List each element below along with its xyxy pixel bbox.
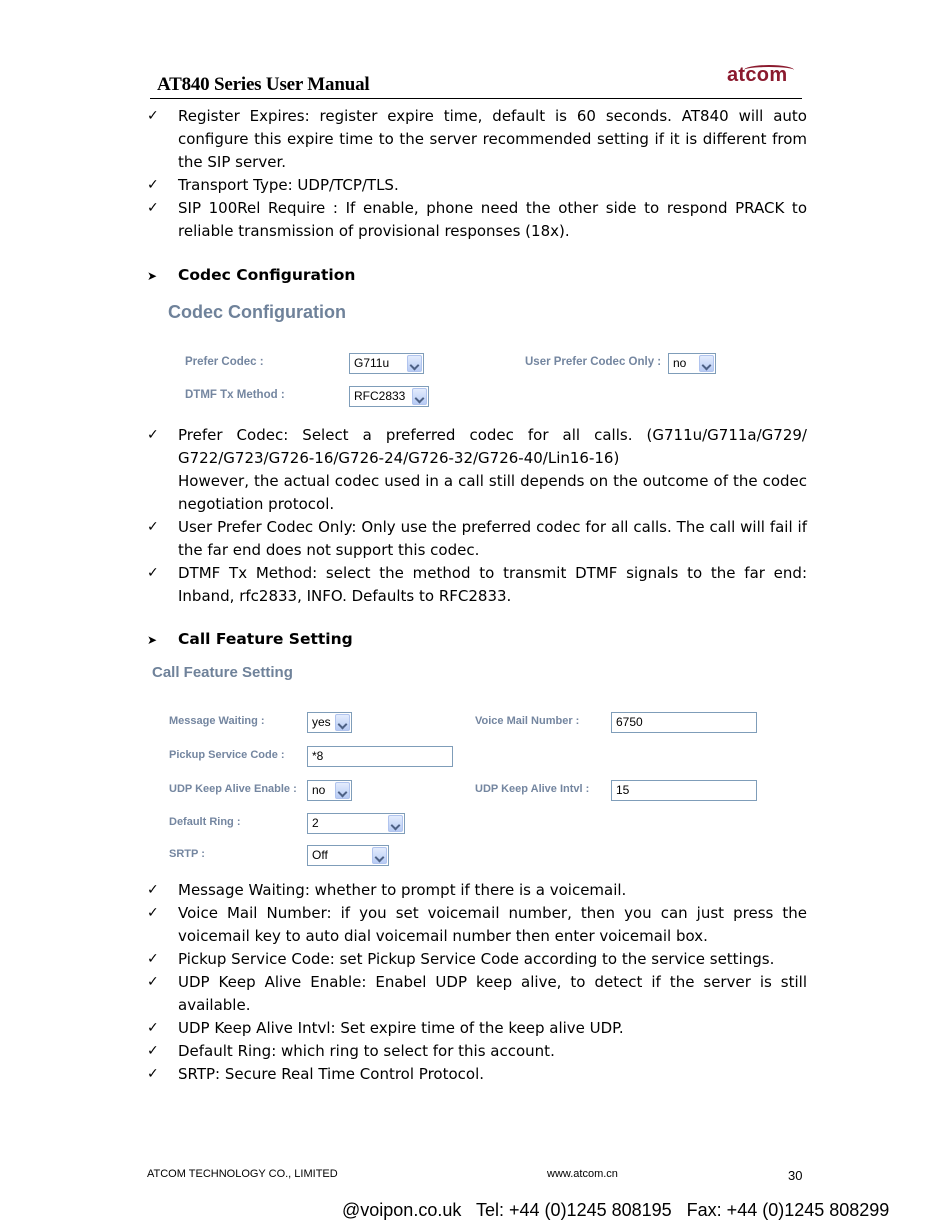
- prefer-codec-select[interactable]: G711u: [349, 353, 424, 374]
- list-item: ✓ SRTP: Secure Real Time Control Protocol.: [147, 1063, 807, 1086]
- list-item: ✓ Pickup Service Code: set Pickup Service Code according to the service settings.: [147, 948, 807, 971]
- page-header-title: AT840 Series User Manual: [157, 74, 370, 95]
- footer-website: www.atcom.cn: [547, 1168, 618, 1180]
- chevron-down-icon[interactable]: [407, 355, 422, 372]
- udp-keepalive-enable-select[interactable]: no: [307, 780, 352, 801]
- checkmark-icon: ✓: [147, 427, 159, 443]
- checkmark-icon: ✓: [147, 1066, 159, 1082]
- page-number: 30: [788, 1168, 803, 1183]
- call-feature-description-list: [147, 879, 807, 1086]
- call-feature-panel-title: Call Feature Setting: [152, 664, 293, 681]
- pickup-service-code-input[interactable]: *8: [307, 746, 453, 767]
- srtp-label: SRTP :: [169, 848, 205, 860]
- udp-keepalive-enable-label: UDP Keep Alive Enable :: [169, 783, 297, 795]
- udp-keepalive-intvl-input[interactable]: 15: [611, 780, 757, 801]
- checkmark-icon: ✓: [147, 565, 159, 581]
- chevron-down-icon[interactable]: [388, 815, 403, 832]
- checkmark-icon: ✓: [147, 519, 159, 535]
- list-item: ✓ User Prefer Codec Only: Only use the preferred codec for all calls. The call will fail if the far end does not support this codec.: [147, 518, 807, 559]
- chevron-down-icon[interactable]: [699, 355, 714, 372]
- checkmark-icon: ✓: [147, 951, 159, 967]
- arrow-bullet-icon: ➤: [147, 633, 158, 647]
- list-item: ✓ Register Expires: register expire time, default is 60 seconds. AT840 will auto configure this expire time to the server recommended setting if it is different from the SIP server.: [147, 107, 807, 171]
- chevron-down-icon[interactable]: [372, 847, 387, 864]
- voicemail-number-label: Voice Mail Number :: [475, 715, 580, 727]
- list-item: ✓ Default Ring: which ring to select for this account.: [147, 1040, 807, 1063]
- checkmark-icon: ✓: [147, 1020, 159, 1036]
- brand-logo: atcom: [727, 64, 788, 86]
- list-item: ✓ SIP 100Rel Require : If enable, phone need the other side to respond PRACK to reliable transmission of provisional responses (18x).: [147, 199, 807, 240]
- codec-description-list: [147, 424, 807, 608]
- arrow-bullet-icon: ➤: [147, 269, 158, 283]
- codec-panel-title: Codec Configuration: [168, 302, 346, 322]
- dtmf-tx-method-label: DTMF Tx Method :: [185, 389, 285, 401]
- list-item: ✓ Voice Mail Number: if you set voicemail number, then you can just press the voicemail key to auto dial voicemail number then enter voicemail box.: [147, 904, 807, 945]
- default-ring-label: Default Ring :: [169, 816, 241, 828]
- pickup-service-code-label: Pickup Service Code :: [169, 749, 285, 761]
- srtp-select[interactable]: Off: [307, 845, 389, 866]
- call-feature-section-heading: ➤ Call Feature Setting: [147, 628, 353, 652]
- voicemail-number-input[interactable]: 6750: [611, 712, 757, 733]
- prefer-codec-label: Prefer Codec :: [185, 356, 264, 368]
- list-item: ✓ Prefer Codec: Select a preferred codec for all calls. (G711u/G711a/G729/ G722/G723/G726-16/G726-24/G726-32/G726-40/Lin16-16) However, the actual codec used in a call still depends on the outcome of the codec negotiation protocol.: [147, 426, 807, 513]
- list-item: ✓ Transport Type: UDP/TCP/TLS.: [147, 174, 807, 197]
- list-item: ✓ UDP Keep Alive Enable: Enabel UDP keep alive, to detect if the server is still available.: [147, 973, 807, 1014]
- checkmark-icon: ✓: [147, 905, 159, 921]
- sip-settings-list: [147, 105, 807, 243]
- footer-company: ATCOM TECHNOLOGY CO., LIMITED: [147, 1168, 338, 1180]
- message-waiting-label: Message Waiting :: [169, 715, 265, 727]
- checkmark-icon: ✓: [147, 882, 159, 898]
- checkmark-icon: ✓: [147, 1043, 159, 1059]
- dtmf-tx-method-select[interactable]: RFC2833: [349, 386, 429, 407]
- user-prefer-codec-only-select[interactable]: no: [668, 353, 716, 374]
- chevron-down-icon[interactable]: [335, 782, 350, 799]
- message-waiting-select[interactable]: yes: [307, 712, 352, 733]
- checkmark-icon: ✓: [147, 200, 159, 216]
- chevron-down-icon[interactable]: [412, 388, 427, 405]
- list-item: ✓ DTMF Tx Method: select the method to transmit DTMF signals to the far end: Inband, rfc2833, INFO. Defaults to RFC2833.: [147, 564, 807, 605]
- user-prefer-codec-only-label: User Prefer Codec Only :: [525, 356, 662, 368]
- checkmark-icon: ✓: [147, 177, 159, 193]
- checkmark-icon: ✓: [147, 108, 159, 124]
- udp-keepalive-intvl-label: UDP Keep Alive Intvl :: [475, 783, 590, 795]
- list-item: ✓ UDP Keep Alive Intvl: Set expire time of the keep alive UDP.: [147, 1017, 807, 1040]
- header-rule: [150, 98, 802, 99]
- chevron-down-icon[interactable]: [335, 714, 350, 731]
- contact-bar: @voipon.co.uk Tel: +44 (0)1245 808195 Fax: +44 (0)1245 808299: [342, 1200, 890, 1220]
- default-ring-select[interactable]: 2: [307, 813, 405, 834]
- codec-section-heading: ➤ Codec Configuration: [147, 264, 355, 288]
- checkmark-icon: ✓: [147, 974, 159, 990]
- list-item: ✓ Message Waiting: whether to prompt if there is a voicemail.: [147, 879, 807, 902]
